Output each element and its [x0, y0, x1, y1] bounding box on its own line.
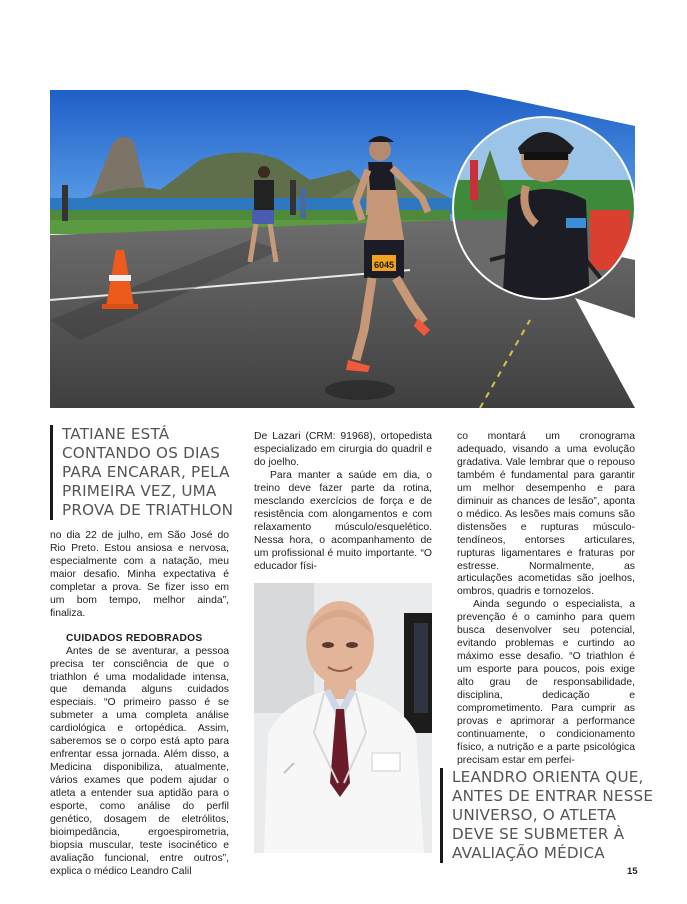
article-column-1 — [50, 530, 229, 879]
pull-quote-line: PROVA DE TRIATHLON — [62, 501, 234, 519]
doctor-photo — [254, 583, 432, 853]
pull-quote-line: CONTANDO OS DIAS — [62, 444, 221, 462]
article-paragraph: De Lazari (CRM: 91968), ortopedista especializado em cirurgia do quadril e do joelho. — [254, 431, 432, 468]
pull-quote-line: AVALIAÇÃO MÉDICA — [452, 844, 605, 862]
section-heading: CUIDADOS REDOBRADOS — [66, 632, 203, 644]
article-column-3 — [457, 431, 635, 768]
pull-quote-line: LEANDRO ORIENTA QUE, — [452, 768, 644, 786]
pull-quote-line: PRIMEIRA VEZ, UMA — [62, 482, 217, 500]
bib-number: 6045 — [374, 260, 395, 270]
pull-quote-line: DEVE SE SUBMETER À — [452, 825, 625, 843]
pull-quote-line: PARA ENCARAR, PELA — [62, 463, 230, 481]
article-paragraph: Ainda segundo o especialista, a prevenção é o caminho para quem busca desenvolver seu potencial, evitando problemas e curtindo ao máximo esse desafio. “O triathlon é um esporte para poucos, pois exige alto grau de responsabilidade, disciplina, dedicação e comprometimento. Para cumprir as provas e aprimorar a performance continuamente, o condicionamento físico, a nutrição e a parte psicológica precisam estar em perfei- — [457, 599, 635, 766]
article-paragraph: co montará um cronograma adequado, visando a uma evolução gradativa. Vale lembrar que o repouso também é fundamental para garantir um melhor desempenho e para diminuir as chances de lesão”, aponta o médico. As lesões mais comuns são distensões e rupturas músculo-tendíneos, entorses articulares, rupturas ligamentares e fraturas por estresse. Normalmente, as articulações acometidas são joelhos, ombros, quadris e tornozelos. — [457, 431, 635, 598]
article-column-2 — [254, 431, 432, 573]
page-number: 15 — [627, 866, 638, 877]
article-paragraph: Antes de se aventurar, a pessoa precisa ter consciência de que o triathlon é uma modalidade intensa, que demanda alguns cuidados especiais. “O primeiro passo é se submeter a uma completa análise cardiológica e ortopédica. Assim, saberemos se o corpo está apto para enfrentar essa jornada. Além disso, a Medicina disponibiliza, atualmente, vários exames que podem ajudar o atleta a entender sua aptidão para o esporte, como análise do perfil genético, dosagem de eletrólitos, bioimpedância, ergoespirometria, biopsia muscular, teste isocinético e avaliação funcional, entre outros”, explica o médico Leandro Calil — [50, 645, 229, 877]
pull-quote-leandro — [440, 768, 652, 863]
pull-quote-line: TATIANE ESTÁ — [62, 425, 170, 443]
article-paragraph: no dia 22 de julho, em São José do Rio Preto. Estou ansiosa e nervosa, especialmente com a natação, meu maior desafio. Minha expectativa é completar a prova. Se fizer isso em um bom tempo, melhor ainda”, finaliza. — [50, 530, 229, 619]
article-paragraph: Para manter a saúde em dia, o treino deve fazer parte da rotina, mesclando exercícios de força e de resistência com alongamentos e com relaxamento músculo/esquelético. Nessa hora, o acompanhamento de um profissional é muito importante. “O educador físi- — [254, 469, 432, 572]
hero-photo — [50, 90, 635, 408]
hero-photo-illustration — [50, 90, 635, 408]
doctor-photo-illustration — [254, 583, 432, 853]
pull-quote-line: ANTES DE ENTRAR NESSE — [452, 787, 654, 805]
pull-quote-line: UNIVERSO, O ATLETA — [452, 806, 617, 824]
pull-quote-tatiane — [50, 425, 242, 520]
